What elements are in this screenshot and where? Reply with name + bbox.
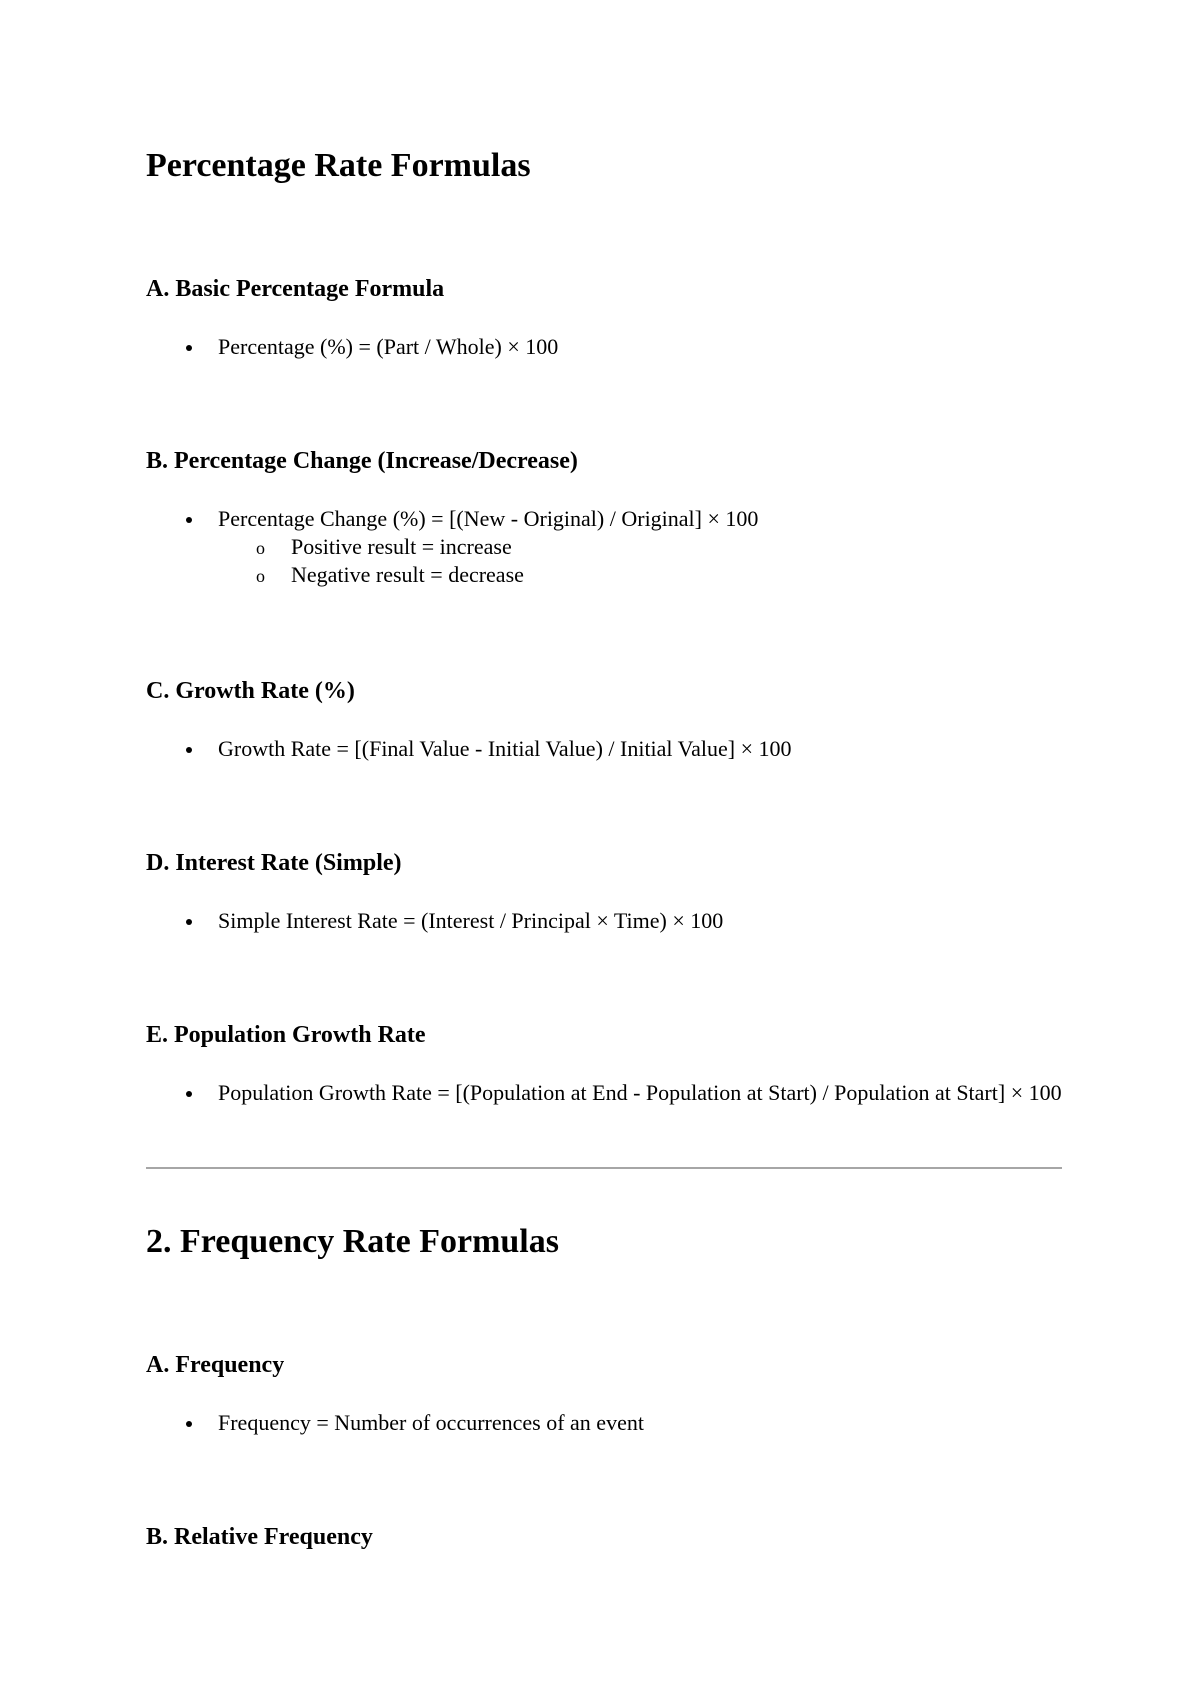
list-interest-rate [146,907,1062,935]
heading-percentage-change: B. Percentage Change (Increase/Decrease) [146,448,578,474]
list-frequency [146,1409,1062,1437]
list-basic-percentage [146,333,1062,361]
heading-frequency: A. Frequency [146,1352,285,1378]
list-item [146,505,1062,589]
heading-population-growth: E. Population Growth Rate [146,1022,426,1048]
horizontal-divider [146,1167,1062,1169]
sub-list-item: o Negative result = decrease [146,561,1062,589]
heading-basic-percentage: A. Basic Percentage Formula [146,276,445,302]
list-item: Simple Interest Rate = (Interest / Principal × Time) × 100 [146,907,1062,935]
list-item: Percentage (%) = (Part / Whole) × 100 [146,333,1062,361]
list-item: Growth Rate = [(Final Value - Initial Value) / Initial Value] × 100 [146,735,1062,763]
list-growth-rate [146,735,1062,763]
list-item: Frequency = Number of occurrences of an event [146,1409,1062,1437]
heading-growth-rate: C. Growth Rate (%) [146,678,355,704]
list-item-text: Percentage Change (%) = [(New - Original) / Original] × 100 [218,506,759,531]
section-title-frequency-rate: 2. Frequency Rate Formulas [146,1223,559,1260]
list-population-growth [146,1079,1062,1107]
sub-list [218,533,1062,589]
sub-list-item: o Positive result = increase [146,533,1062,561]
section-title-percentage-rate: Percentage Rate Formulas [146,147,531,184]
heading-interest-rate: D. Interest Rate (Simple) [146,850,402,876]
heading-relative-frequency: B. Relative Frequency [146,1524,373,1550]
list-percentage-change [146,505,1062,589]
list-item: Population Growth Rate = [(Population at End - Population at Start) / Population at Start] × 100 [146,1079,1062,1107]
